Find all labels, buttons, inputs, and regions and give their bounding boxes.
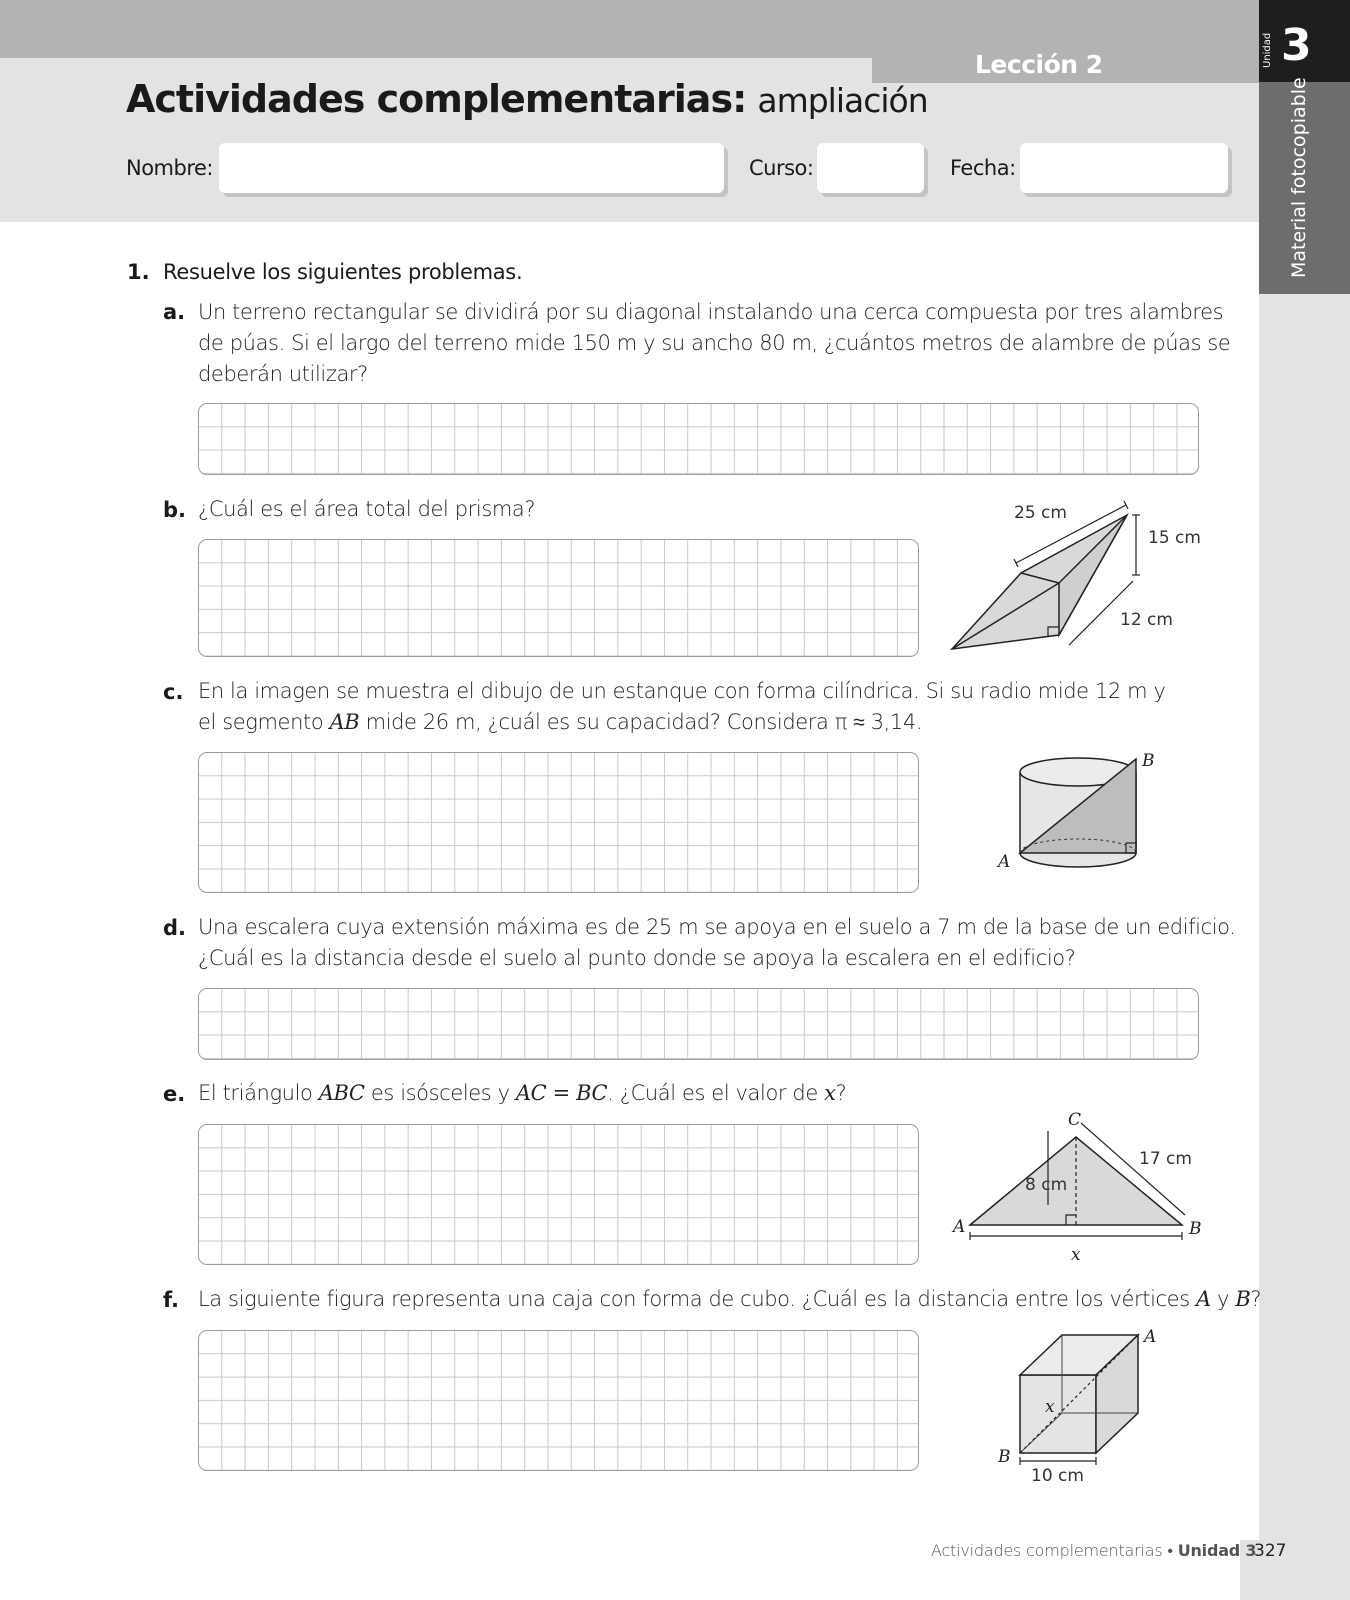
title-light: ampliación [757,81,928,120]
prism-width-label: 12 cm [1120,610,1173,630]
cube-point-a: A [1144,1327,1157,1347]
item-e-text [198,1078,846,1109]
item-a-text [198,297,1230,390]
triangle-height-label: 8 cm [1025,1175,1068,1195]
item-e-letter: e. [163,1082,186,1106]
leccion-label: Lección 2 [975,50,1103,79]
item-e-math-abc: ABC [318,1081,365,1105]
item-e-post: ? [835,1081,847,1105]
cube-edge-label: 10 cm [1031,1466,1084,1486]
item-d-line-1: Una escalera cuya extensión máxima es de 25 m se apoya en el suelo a 7 m de la base de un edificio. [198,915,1236,939]
item-c-letter: c. [163,680,184,704]
item-b-text: ¿Cuál es el área total del prisma? [198,497,536,521]
item-a-letter: a. [163,300,186,324]
item-c-text [198,676,1166,738]
cube-figure [990,1320,1170,1490]
item-e-math-ac-bc: AC = BC [515,1081,608,1105]
item-a-line-1: Un terreno rectangular se dividirá por su diagonal instalando una cerca compuesta por tres alambres [198,300,1224,324]
unidad-word: Unidad [1262,32,1273,68]
triangle-point-a: A [953,1217,966,1237]
footer-unit: Unidad 3 [1177,1541,1257,1560]
prism-height-label: 15 cm [1148,528,1201,548]
question-number: 1. [127,260,150,284]
item-a-line-3: deberán utilizar? [198,362,368,386]
prism-length-label: 25 cm [1014,503,1067,523]
answer-grid-b[interactable] [198,539,919,657]
item-d-letter: d. [163,916,187,940]
answer-grid-d[interactable] [198,988,1199,1060]
triangle-point-b: B [1189,1219,1202,1239]
unidad-number: 3 [1281,20,1312,71]
nombre-field[interactable] [219,143,724,193]
cylinder-figure [990,750,1170,885]
answer-grid-f[interactable] [198,1330,919,1471]
item-e-mid2: . ¿Cuál es el valor de [607,1081,825,1105]
item-c-line-2 [198,707,1166,738]
item-f-letter: f. [163,1288,179,1312]
item-f-mid: y [1210,1287,1236,1311]
prism-figure [940,495,1210,665]
item-a-line-2: de púas. Si el largo del terreno mide 150 m y su ancho 80 m, ¿cuántos metros de alambre de púas se [198,331,1231,355]
item-b-letter: b. [163,498,187,522]
footer-text [931,1541,1256,1561]
item-e-math-x: x [824,1081,836,1105]
item-c-line-2-pre: el segmento [198,710,330,734]
item-c-line-1: En la imagen se muestra el dibujo de un estanque con forma cilíndrica. Si su radio mide 12 m y [198,679,1166,703]
cylinder-point-a: A [998,852,1011,872]
cylinder-point-b: B [1142,751,1155,771]
item-f-math-a: A [1196,1287,1211,1311]
triangle-side-label: 17 cm [1139,1149,1192,1169]
question-prompt: Resuelve los siguientes problemas. [163,260,523,284]
fecha-field[interactable] [1020,143,1228,193]
item-d-text [198,912,1236,974]
fecha-label: Fecha: [950,156,1016,180]
answer-grid-c[interactable] [198,752,919,893]
footer-label: Actividades complementarias • [931,1541,1178,1560]
cube-x-label: x [1045,1397,1055,1417]
cube-point-b: B [998,1447,1011,1467]
item-d-line-2: ¿Cuál es la distancia desde el suelo al punto donde se apoya la escalera en el edificio? [198,946,1076,970]
triangle-figure [945,1105,1210,1270]
curso-label: Curso: [749,156,814,180]
item-f-pre: La siguiente figura representa una caja con forma de cubo. ¿Cuál es la distancia entre los vértices [198,1287,1197,1311]
triangle-point-c: C [1068,1110,1082,1130]
item-e-mid1: es isósceles y [364,1081,516,1105]
curso-field[interactable] [817,143,924,193]
item-c-line-2-post: mide 26 m, ¿cuál es su capacidad? Considera π ≈ 3,14. [359,710,923,734]
triangle-x-label: x [1071,1245,1081,1265]
item-c-math-ab: AB [329,710,360,734]
title-bold: Actividades complementarias: [126,77,747,121]
item-f-math-b: B [1235,1287,1251,1311]
item-e-pre: El triángulo [198,1081,319,1105]
answer-grid-a[interactable] [198,403,1199,475]
page-number: 327 [1254,1541,1287,1561]
material-fotocopiable: Material fotocopiable [1288,77,1310,278]
nombre-label: Nombre: [126,156,214,180]
item-f-post: ? [1250,1287,1262,1311]
page-title [126,77,928,121]
answer-grid-e[interactable] [198,1124,919,1265]
item-f-text [198,1284,1261,1315]
